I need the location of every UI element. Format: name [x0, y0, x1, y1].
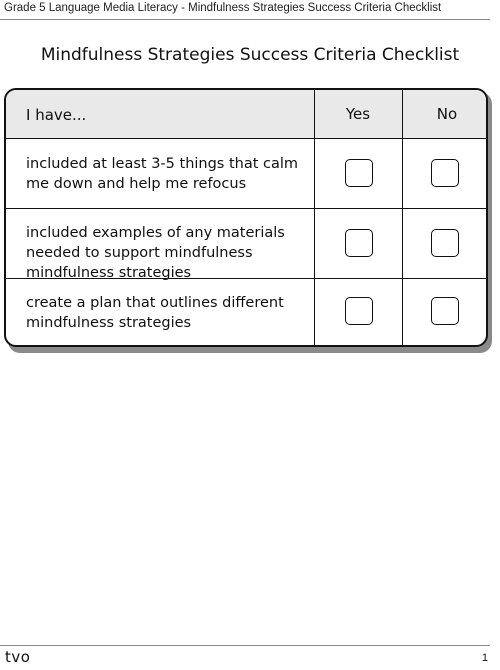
yes-checkbox[interactable] — [345, 229, 373, 257]
table-header-row — [6, 90, 486, 139]
footer-divider — [0, 645, 490, 646]
yes-checkbox[interactable] — [345, 159, 373, 187]
running-header: Grade 5 Language Media Literacy - Mindfulness Strategies Success Criteria Checklist — [4, 2, 442, 14]
success-criteria-table — [4, 88, 488, 347]
no-column-header: No — [436, 105, 458, 123]
criterion-text: create a plan that outlines different mindfulness strategies — [26, 295, 284, 331]
table-row — [6, 209, 486, 279]
column-divider — [314, 90, 315, 345]
tvo-logo: tvo — [5, 648, 31, 666]
yes-checkbox[interactable] — [345, 297, 373, 325]
no-checkbox[interactable] — [431, 297, 459, 325]
page-number: 1 — [481, 652, 488, 664]
criterion-text: included examples of any materials needed to support mindfulness mindfulness strategies — [26, 225, 285, 281]
criterion-text: included at least 3-5 things that calm me down and help me refocus — [26, 156, 299, 192]
no-checkbox[interactable] — [431, 229, 459, 257]
column-divider — [402, 90, 403, 345]
page-title: Mindfulness Strategies Success Criteria Checklist — [40, 45, 460, 65]
criteria-column-header: I have... — [26, 106, 87, 124]
header-divider — [0, 19, 490, 20]
no-checkbox[interactable] — [431, 159, 459, 187]
yes-column-header: Yes — [345, 105, 371, 123]
table-row — [6, 279, 486, 345]
table-row — [6, 139, 486, 209]
